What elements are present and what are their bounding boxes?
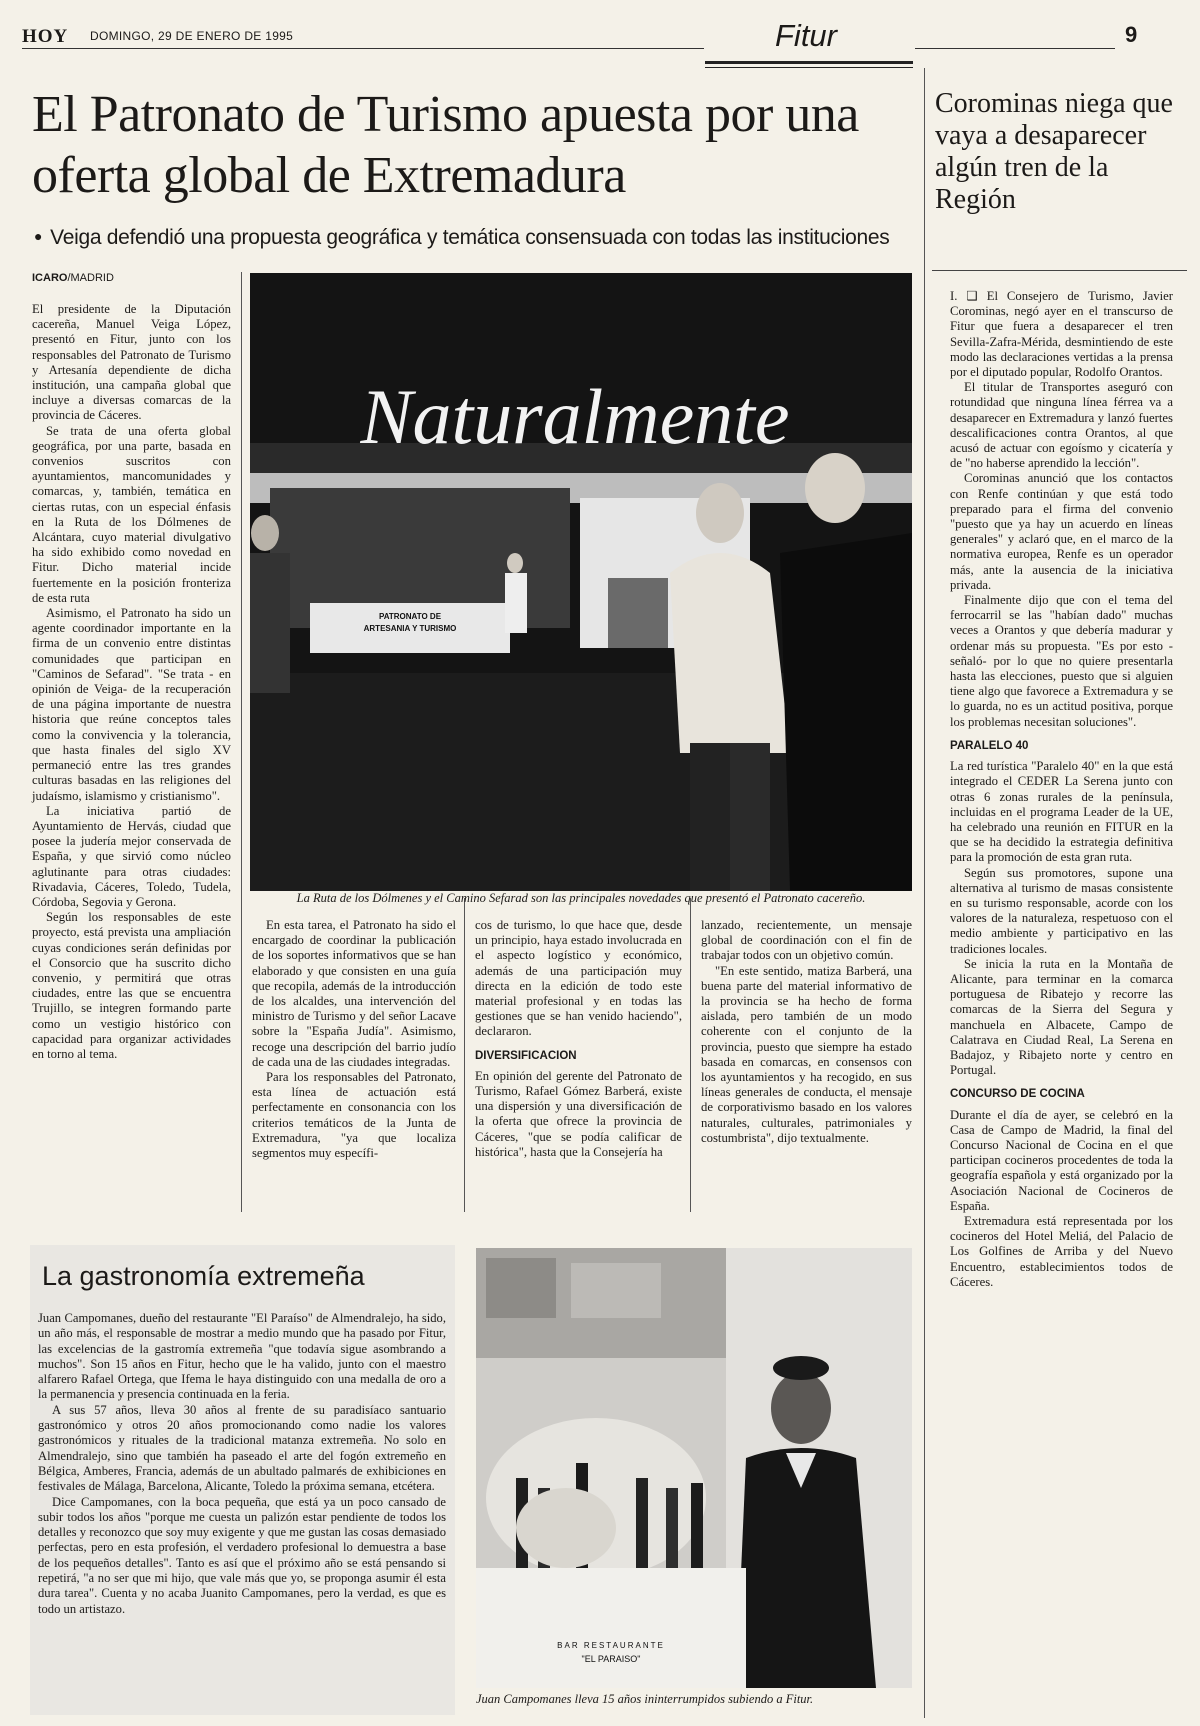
paragraph: Extremadura está representada por los cocineros del Hotel Meliá, del Palacio de Los Golfines de Arriba y del Nuevo Encuentro, establecimientos todos de Cáceres. [950, 1213, 1173, 1289]
sidebar-body [950, 289, 1173, 1290]
column-divider [241, 272, 242, 1212]
paragraph: El presidente de la Diputación cacereña, Manuel Veiga López, presentó en Fitur, junto con los responsables del Patronato de Turismo y Artesanía dependiente de dicha institución, una campaña global que incluye a diversas comarcas de la provincia de Cáceres. [32, 302, 231, 423]
byline-place: /MADRID [67, 272, 114, 284]
paragraph: cos de turismo, lo que hace que, desde un principio, haya estado involucrada en el aspecto logístico y económico, además de una participación muy directa en la edición de todo este material profesional y en todas las gestiones que se han venido haciendo", declararon. [475, 918, 682, 1039]
paragraph: lanzado, recientemente, un mensaje global de coordinación con el fin de trabajar todos con un objetivo común. [701, 918, 912, 963]
article-column-2 [252, 918, 456, 1161]
column-divider [464, 898, 465, 1212]
desk-sign-line-1: PATRONATO DE [378, 612, 442, 621]
paragraph: Juan Campomanes, dueño del restaurante "El Paraíso" de Almendralejo, ha sido, un año más, el responsable de mostrar a medio mundo que ha pasado por Fitur, las excelencias de la gastromía extremeña "que todavía sigue asombrando a muchos". Son 15 años en Fitur, hecho que le ha valido, junto con el maestro alfarero Rafael Ortega, que Ifema le haya distinguido con una medalla de oro a la permanencia y presencia continuada en la feria. [38, 1311, 446, 1402]
stand-sign-naturalmente: Naturalmente [360, 373, 790, 460]
sidebar-divider [924, 68, 925, 1718]
paragraph: El titular de Transportes aseguró con rotundidad que ninguna línea férrea va a desaparecer en Extremadura y lanzó fuertes descalificaciones contra Orantos, al que acusó de actuar con egoísmo y cicatería y de "no haberse aprendido la lección". [950, 380, 1173, 471]
header-rule-left [22, 48, 704, 49]
masthead: HOY [22, 26, 69, 47]
dateline: DOMINGO, 29 DE ENERO DE 1995 [90, 29, 294, 43]
paragraph-text: El Consejero de Turismo, Javier Corominas, negó ayer en el transcurso de Fitur que fuera a desaparecer el tren Sevilla-Zafra-Mérida, desmintiendo de este modo las declaraciones vertidas a la prensa por el diputado popular, Rodolfo Orantos. [950, 289, 1174, 380]
byline [32, 272, 114, 284]
paragraph: A sus 57 años, lleva 30 años al frente de su paradisíaco santuario gastronómico y otros 20 años promocionando como nadie los valores gastronómicos y rituales de la tradicional matanza extremeña. No solo en Almendralejo, sino que también ha paseado el arte del fogón extremeño en Bélgica, Amberes, Francia, además de un abultado palmarés de exhibiciones en festivales de Málaga, Barcelona, Alicante, Toledo la próxima semana, etcétera. [38, 1402, 446, 1494]
paragraph: Finalmente dijo que con el tema del ferrocarril se las "habían dado" muchas veces a Orantos y que debería madurar y ordenar más su propuesta. "Es por esto -señaló- por lo que no quiere presentarla hasta las elecciones, puesto que si alguien tiene algo que favorece a Extremadura y se lo guarda, no es un actitud positiva, porque los problemas necesitan soluciones". [950, 593, 1173, 729]
photo-caption: Juan Campomanes lleva 15 años ininterrumpidos subiendo a Fitur. [476, 1692, 814, 1706]
main-subhead [34, 226, 904, 250]
paragraph: "En este sentido, matiza Barberá, una buena parte del material informativo de la provincia se ha hecho de forma aislada, pero también de un modo coherente con el conjunto de la provincia, puesto que siempre ha estado basada en comarcas, en consensos con los ayuntamientos y ha recogido, en sus líneas generales de conducta, el mensaje de corporativismo basado en los valores naturales, culturales, patrimoniales y costumbrista", dijo textualmente. [701, 963, 912, 1145]
article-column-4 [701, 918, 912, 1146]
restaurant-sign-line-1: BAR RESTAURANTE [557, 1641, 665, 1650]
section-bar [705, 61, 913, 64]
article-column-1 [32, 302, 231, 1062]
section-heading: CONCURSO DE COCINA [950, 1088, 1085, 1101]
article-column-3 [475, 918, 682, 1160]
paragraph: Según sus promotores, supone una alternativa al turismo de masas consistente en su turismo responsable, acorde con los valores de la naturaleza, respetuoso con el medio ambiente y participativo en las tradiciones locales. [950, 865, 1173, 956]
sidebar-rule [932, 270, 1187, 271]
restaurant-stand-illustration [476, 1248, 912, 1688]
paragraph: La red turística "Paralelo 40" en la que está integrado el CEDER La Serena junto con otras 6 zonas rurales de la península, incluidas en el programa Leader de la UE, ha celebrado una reunión en FITUR en la que se ha decidido la estrategia definitiva para la promoción de esta gran ruta. [950, 759, 1173, 865]
paragraph: Se inicia la ruta en la Montaña de Alicante, para terminar en la comarca portuguesa de Ribatejo y recorre las comarcas de la Sierra del Segura y manchuela en Albacete, Campo de Calatrava en Ciudad Real, La Serena en Badajoz, y Ribajeto norte y centro en Portugal. [950, 956, 1173, 1078]
section-heading: DIVERSIFICACION [475, 1049, 577, 1062]
header-rule-right [915, 48, 1115, 49]
paragraph: Se trata de una oferta global geográfica, por una parte, basada en convenios suscritos con ayuntamientos, mancomunidades y comarcas, y, también, temática en ciertas rutas, con un especial énfasis en la Ruta de los Dólmenes de Alcántara, cuyo material divulgativo ha sido exhibido como novedad en Fitur. Dicho material incide fuertemente en la posición fronteriza de esta ruta [32, 423, 231, 605]
section-name: Fitur [775, 18, 837, 53]
subhead-text: Veiga defendió una propuesta geográfica y temática consensuada con todas las instituciones [50, 226, 890, 249]
desk-sign-line-2: ARTESANIA Y TURISMO [363, 624, 457, 633]
paragraph: Corominas anunció que los contactos con Renfe continúan y que está todo preparado para el firma del convenio "puesto que ya hay un acuerdo en líneas generales" y aclaró que, en el marco de la normativa europea, Renfe es un operador más, ante la ausencia de la iniciativa privada. [950, 471, 1173, 592]
fitur-stand-photo [250, 273, 912, 891]
page-number: 9 [1125, 22, 1138, 47]
campomanes-photo [476, 1248, 912, 1688]
paragraph: La iniciativa partió de Ayuntamiento de Hervás, ciudad que posee la judería mejor conservada de España, y que sirvió como núcleo aglutinante para otras ciudades: Rivadavia, Cáceres, Toledo, Tudela, Córdoba, Segovia y Gerona. [32, 803, 231, 909]
paragraph: Dice Campomanes, con la boca pequeña, que está ya un poco cansado de subir todos los años "porque me cuesta un palizón estar pendiente de todos los detalles y reconozco que soy muy exigente y que me gustan las cosas demasiado perfectas, pero en esta profesión, el verdadero profesional lo demuestra a base de los pequeños detalles". Tanto es así que el próximo año se está pensando si repetirá, "a no ser que mi hijo, que vale más que yo, se proponga asumir él esta dura tarea". Cuenta y no acaba Juanito Campomanes, pero la verdad, es que es todo un artistazo. [38, 1494, 446, 1616]
gastronomy-title: La gastronomía extremeña [42, 1261, 365, 1291]
main-headline: El Patronato de Turismo apuesta por una oferta global de Extremadura [32, 86, 859, 204]
section-bar-thin [705, 67, 913, 68]
paragraph: Según los responsables de este proyecto, está prevista una ampliación cuyas condiciones serán definidas por el Consorcio que ha suscrito dicho convenio, y permitirá que otras ciudades, entre las que se encuentra Trujillo, se integren formando parte como un vestigio histórico con capacidad para organizar actividades en torno al tema. [32, 910, 231, 1061]
byline-agency: ICARO [32, 272, 68, 284]
paragraph: En opinión del gerente del Patronato de Turismo, Rafael Gómez Barberá, existe una dispersión y una diversificación de la oferta que ofrece la provincia de Cáceres, "que se podía calificar de histórica", hasta que la Consejería ha [475, 1068, 682, 1159]
photo-caption: La Ruta de los Dólmenes y el Camino Sefarad son las principales novedades que presentó el Patronato cacereño. [296, 891, 866, 905]
column-divider [690, 898, 691, 1212]
paragraph: Para los responsables del Patronato, esta línea de actuación está perfectamente en consonancia con los criterios temáticos de la Junta de Extremadura, "ya que localiza segmentos muy específi- [252, 1070, 456, 1161]
gastronomy-body [38, 1311, 446, 1617]
paragraph: Durante el día de ayer, se celebró en la Casa de Campo de Madrid, la final del Concurso Nacional de Cocina en el que participan cocineros procedentes de toda la geografía española y está organizado por la Asociación Nacional de Cocineros de España. [950, 1107, 1173, 1213]
paragraph: En esta tarea, el Patronato ha sido el encargado de coordinar la publicación de los soportes informativos que se han elaborado y que consisten en una guía que recopila, además de la introducción de los alcaldes, una intervención del ministro de Turismo y del señor Lacave sobre la "España Judía". Asimismo, recoge una descripción del barrio judío de cada una de las ciudades integradas. [252, 918, 456, 1069]
paragraph: Asimismo, el Patronato ha sido un agente coordinador importante en la firma de un convenio entre distintas comunidades que participan en "Caminos de Sefarad". "Se trata - en opinión de Veiga- de la recuperación de una página importante de nuestra historia que reúne conceptos tales como la convivencia y la tolerancia, que hasta finales del siglo XV permaneció entre las tres grandes culturas basadas en las religiones del judaísmo, islamismo y cristianismo". [32, 606, 231, 803]
lead-marker: I. ❑ [950, 289, 978, 303]
stand-scene-illustration [250, 273, 912, 891]
bullet-icon: ● [34, 228, 43, 244]
paragraph [950, 289, 1173, 380]
sidebar-headline: Corominas niega que vaya a desaparecer algún tren de la Región [935, 88, 1173, 215]
section-heading: PARALELO 40 [950, 739, 1029, 752]
restaurant-sign-line-2: "EL PARAISO" [581, 1654, 641, 1664]
